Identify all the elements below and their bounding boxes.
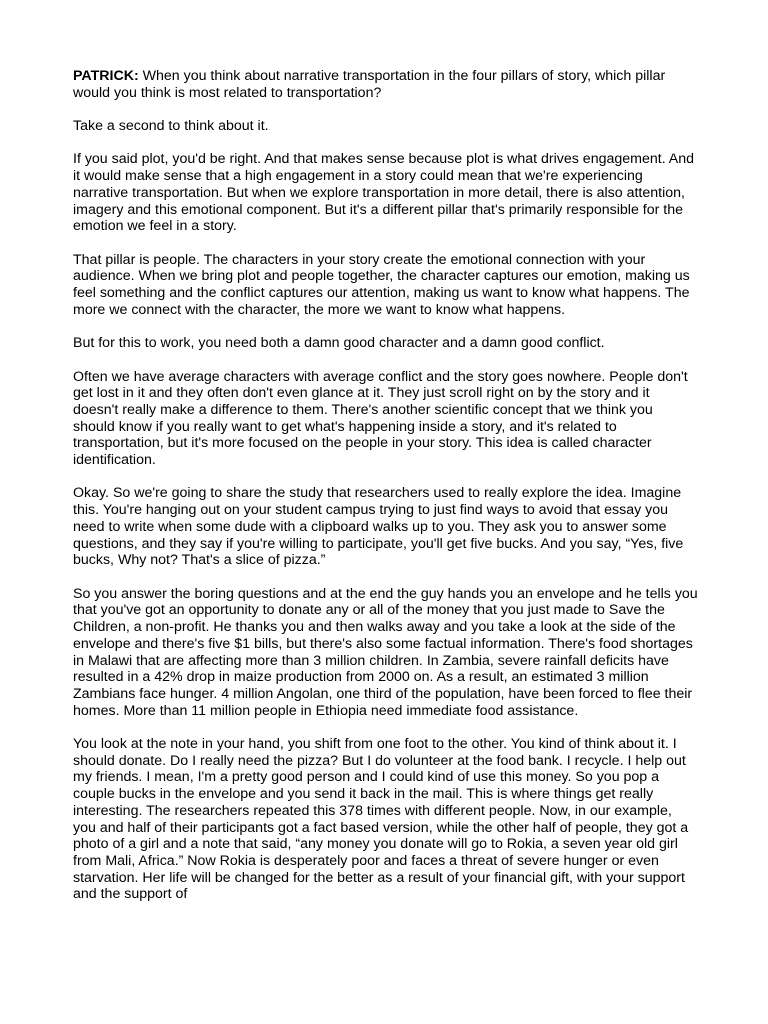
speaker-name: PATRICK: bbox=[73, 68, 139, 84]
paragraph: Take a second to think about it. bbox=[73, 118, 269, 135]
document-page bbox=[73, 68, 698, 920]
paragraph: So you answer the boring questions and at the end the guy hands you an envelope and he tells you that you've got an opportunity to donate any or all of the money that you just made to Save the Children, a non-profit. He thanks you and then walks away and you take a look at the side of the envelope and there's five $1 bills, but there's also some factual information. There's food shortages in Malawi that are affecting more than 3 million children. In Zambia, severe rainfall deficits have resulted in a 42% drop in maize production from 2000 on. As a result, an estimated 3 million Zambians face hunger. 4 million Angolan, one third of the population, have been forced to flee their homes. More than 11 million people in Ethiopia need immediate food assistance. bbox=[73, 585, 698, 719]
paragraph: But for this to work, you need both a damn good character and a damn good conflict. bbox=[73, 335, 605, 352]
paragraph: You look at the note in your hand, you shift from one foot to the other. You kind of think about it. I should donate. Do I really need the pizza? But I do volunteer at the food bank. I recycle. I help out my friends. I mean, I'm a pretty good person and I could kind of use this money. So you pop a couple bucks in the envelope and you send it back in the mail. This is where things get really interesting. The researchers repeated this 378 times with different people. Now, in our example, you and half of their participants got a fact based version, while the other half of people, they got a photo of a girl and a note that said, “any money you donate will go to Rokia, a seven year old girl from Mali, Africa.” Now Rokia is desperately poor and faces a threat of severe hunger or even starvation. Her life will be changed for the better as a result of your financial gift, with your support and the support of bbox=[73, 736, 689, 903]
intro-text: When you think about narrative transportation in the four pillars of story, which pillar would you think is most related to transportation? bbox=[73, 68, 666, 101]
paragraph: Often we have average characters with average conflict and the story goes nowhere. People don't get lost in it and they often don't even glance at it. They just scroll right on by the story and it doesn't really make a difference to them. There's another scientific concept that we think you should know if you really want to get what's happening inside a story, and it's related to transportation, but it's more focused on the people in your story. This idea is called character identification. bbox=[73, 368, 688, 469]
paragraph-intro bbox=[73, 68, 698, 101]
paragraph: That pillar is people. The characters in your story create the emotional connection with your audience. When we bring plot and people together, the character captures our emotion, making us feel something and the conflict captures our attention, making us want to know what happens. The more we connect with the character, the more we want to know what happens. bbox=[73, 251, 690, 318]
paragraph: If you said plot, you'd be right. And that makes sense because plot is what drives engagement. And it would make sense that a high engagement in a story could mean that we're experiencing narrative transportation. But when we explore transportation in more detail, there is also attention, imagery and this emotional component. But it's a different pillar that's primarily responsible for the emotion we feel in a story. bbox=[73, 151, 695, 235]
paragraph: Okay. So we're going to share the study that researchers used to really explore the idea. Imagine this. You're hanging out on your student campus trying to just find ways to avoid that essay you need to write when some dude with a clipboard walks up to you. They ask you to answer some questions, and they say if you're willing to participate, you'll get five bucks. And you say, “Yes, five bucks, Why not? That's a slice of pizza.” bbox=[73, 485, 684, 569]
